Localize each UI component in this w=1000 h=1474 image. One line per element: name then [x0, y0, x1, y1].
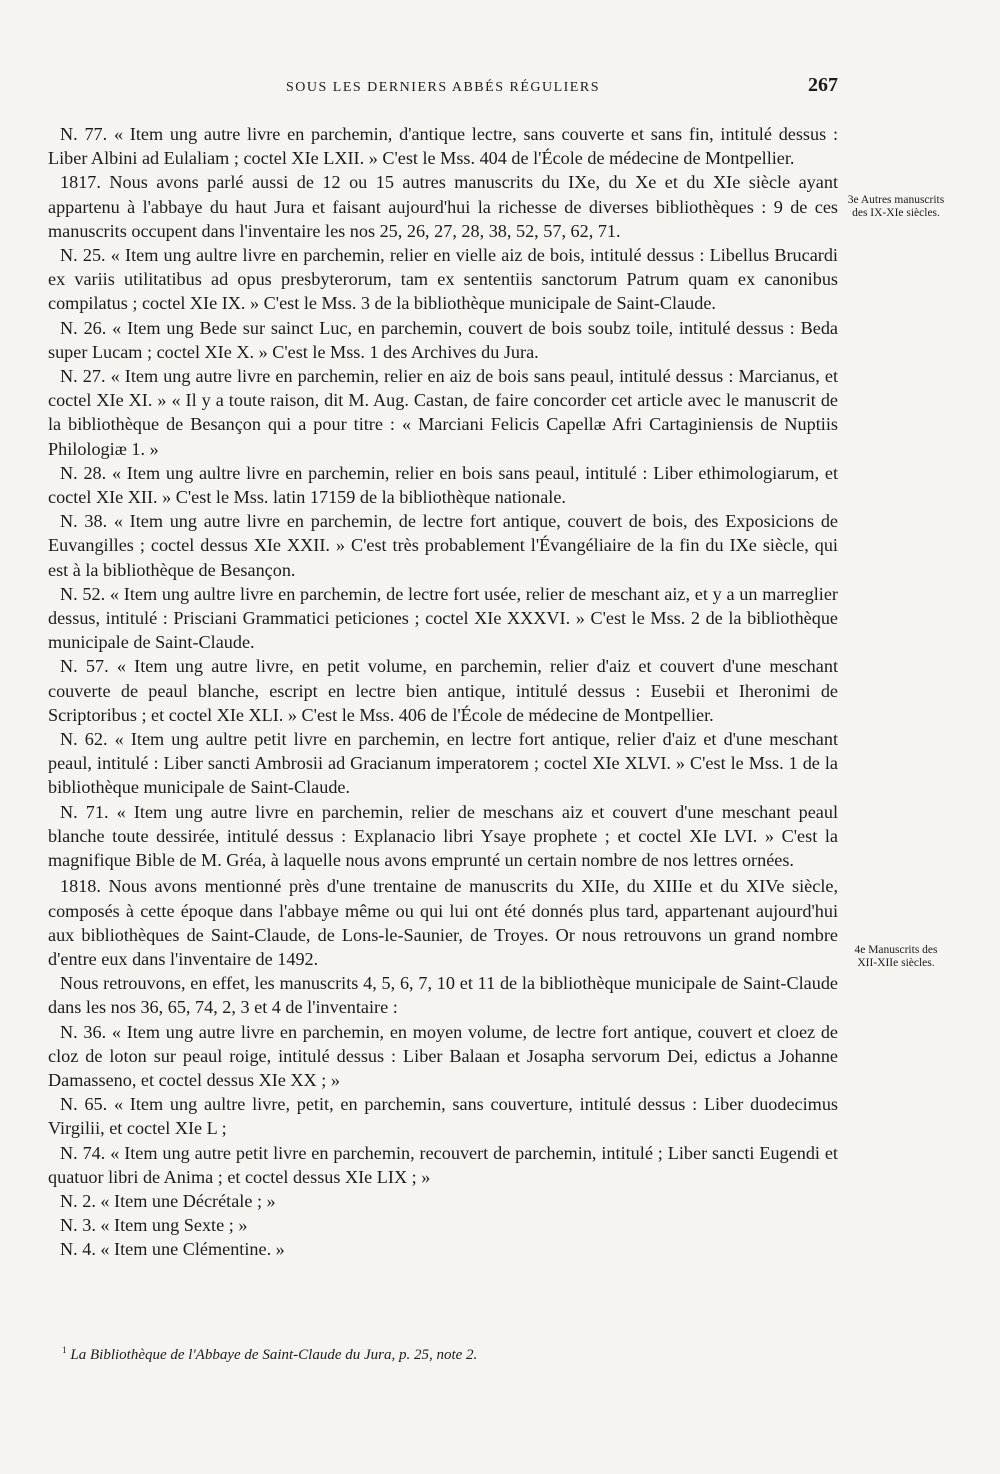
paragraph-n38: N. 38. « Item ung autre livre en parchemin, de lectre fort antique, couvert de bois, des Exposicions de Euvangilles ; coctel dessus XIe XXII. » C'est très probablement l'Évangéliaire de la fin du IXe siècle, qui est à la bibliothèque de Besançon. [48, 511, 838, 580]
paragraph-n74: N. 74. « Item ung autre petit livre en parchemin, recouvert de parchemin, intitulé ; Liber sancti Eugendi et quatuor libri de Anima ; et coctel dessus XIe LIX ; » [48, 1142, 838, 1187]
paragraph-n52: N. 52. « Item ung aultre livre en parchemin, de lectre fort usée, relier de meschant aiz, et y a un marreglier dessus, intitulé : Prisciani Grammatici peticiones ; coctel XIe XXXVI. » C'est le Mss. 2 de la bibliothèque municipale de Saint-Claude. [48, 583, 838, 653]
paragraph-n65: N. 65. « Item ung aultre livre, petit, en parchemin, sans couverture, intitulé dessus : Liber duodecimus Virgilii, et coctel XIe L ; [48, 1094, 838, 1139]
paragraph-n57: N. 57. « Item ung autre livre, en petit volume, en parchemin, relier d'aiz et couvert d'une meschant couverte de peaul blanche, escript en lectre bien antique, intitulé dessus : Eusebii et Iheronimi de Scriptoribus ; et coctel XIe XLI. » C'est le Mss. 406 de l'École de médecine de Montpellier. [48, 656, 838, 725]
footnote [62, 1346, 822, 1364]
footnote-text: La Bibliothèque de l'Abbaye de Saint-Claude du Jura, p. 25, note 2. [70, 1347, 478, 1363]
paragraph-n77: N. 77. « Item ung autre livre en parchemin, d'antique lectre, sans couverte et sans fin, intitulé dessus : Liber Albini ad Eulaliam ; coctel XIe LXII. » C'est le Mss. 404 de l'École de médecine de Montpellier. [48, 124, 838, 169]
paragraph-n28: N. 28. « Item ung aultre livre en parchemin, relier en bois sans peaul, intitulé : Liber ethimologiarum, et coctel XIe XII. » C'est le Mss. latin 17159 de la bibliothèque nationale. [48, 462, 838, 508]
paragraph-1818: 1818. Nous avons mentionné près d'une trentaine de manuscrits du XIIe, du XIIIe et du XIVe siècle, composés à cette époque dans l'abbaye même ou qui lui ont été donnés plus tard, appartenant aujourd'hui aux bibliothèques de Saint-Claude, de Lons-le-Saunier, de Troyes. Or nous retrouvons un grand nombre d'entre eux dans l'inventaire de 1492. [48, 876, 838, 969]
margin-note-manuscrits-xii-xii: 4e Manuscrits des XII-XIIe siècles. [854, 944, 938, 969]
main-text [48, 122, 838, 1262]
paragraph-n26: N. 26. « Item ung Bede sur sainct Luc, en parchemin, couvert de bois soubz toile, intitulé dessus : Beda super Lucam ; coctel XIe X. » C'est le Mss. 1 des Archives du Jura. [48, 317, 838, 362]
paragraph-n71: N. 71. « Item ung autre livre en parchemin, relier de meschans aiz et couvert d'une meschant peaul blanche toute dessirée, intitulé dessus : Explanacio libri Ysaye prophete ; et coctel XIe LVI. » C'est la magnifique Bible de M. Gréa, à laquelle nous avons emprunté un certain nombre de nos lettres ornées. [48, 801, 838, 871]
paragraph-1817: 1817. Nous avons parlé aussi de 12 ou 15 autres manuscrits du IXe, du Xe et du XIe siècle ayant appartenu à l'abbaye du haut Jura et faisant aujourd'hui la richesse de diverses bibliothèques : 9 de ces manuscrits occupent dans l'inventaire les nos 25, 26, 27, 28, 38, 52, 57, 62, 71. [48, 172, 838, 241]
running-title: SOUS LES DERNIERS ABBÉS RÉGULIERS [286, 80, 600, 95]
margin-note-manuscrits-ix-xi: 3e Autres manuscrits des IX-XIe siècles. [847, 194, 945, 219]
footnote-marker: 1 [62, 1346, 67, 1356]
page-number: 267 [808, 74, 838, 96]
paragraph-retrouvons: Nous retrouvons, en effet, les manuscrits 4, 5, 6, 7, 10 et 11 de la bibliothèque municipale de Saint-Claude dans les nos 36, 65, 74, 2, 3 et 4 de l'inventaire : [48, 973, 838, 1018]
paragraph-n3: N. 3. « Item ung Sexte ; » [60, 1215, 248, 1236]
paragraph-n25: N. 25. « Item ung aultre livre en parchemin, relier en vielle aiz de bois, intitulé dessus : Libellus Brucardi ex variis utilitatibus ad opus presbyterorum, tam ex sententiis sanctorum Patrum quam ex canonibus compilatus ; coctel XIe IX. » C'est le Mss. 3 de la bibliothèque municipale de Saint-Claude. [48, 245, 838, 314]
paragraph-n62: N. 62. « Item ung aultre petit livre en parchemin, en lectre fort antique, relier d'aiz et d'une meschant peaul, intitulé : Liber sancti Ambrosii ad Gracianum imperatorem ; coctel XIe XLVI. » C'est le Mss. 1 de la bibliothèque municipale de Saint-Claude. [48, 729, 838, 798]
paragraph-n36: N. 36. « Item ung autre livre en parchemin, en moyen volume, de lectre fort antique, couvert et cloez de cloz de loton sur peaul roige, intitulé dessus : Liber Balaan et Josapha servorum Dei, edictus a Johanne Damasseno, et coctel dessus XIe XX ; » [48, 1021, 838, 1090]
page-header [48, 74, 838, 104]
paragraph-n2: N. 2. « Item une Décrétale ; » [60, 1190, 276, 1211]
paragraph-n4: N. 4. « Item une Clémentine. » [60, 1239, 285, 1260]
paragraph-n27: N. 27. « Item ung autre livre en parchemin, relier en aiz de bois sans peaul, intitulé dessus : Marcianus, et coctel XIe XI. » « Il y a toute raison, dit M. Aug. Castan, de faire concorder cet article avec le manuscrit de la bibliothèque de Besançon qui a pour titre : « Marciani Felicis Capellæ Afri Cartaginiensis de Nuptiis Philologiæ 1. » [48, 366, 838, 459]
